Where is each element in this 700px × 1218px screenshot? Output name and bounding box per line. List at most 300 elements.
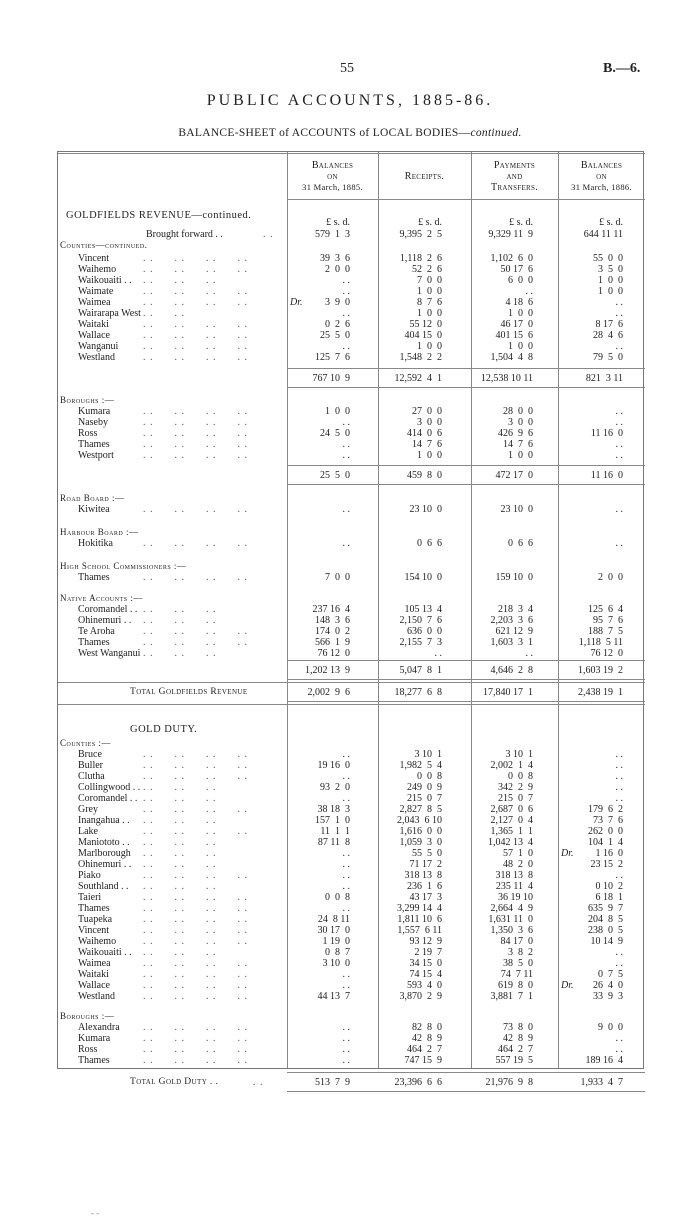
amount-cell: 342 2 9 — [498, 782, 533, 793]
amount-cell: 148 3 6 — [315, 615, 350, 626]
amount-cell: 0 7 5 — [598, 969, 623, 980]
amount-cell: 1 0 0 — [417, 308, 442, 319]
amount-cell: 73 8 0 — [503, 1022, 533, 1033]
table-row — [58, 406, 645, 417]
leader-dots: . . . . . . . . — [143, 297, 248, 308]
amount-cell: 188 7 5 — [588, 626, 623, 637]
amount-cell: 1,616 0 0 — [399, 826, 442, 837]
amount-cell: 8 7 6 — [417, 297, 442, 308]
amount-cell: 0 8 7 — [325, 947, 350, 958]
amount-cell: 23 10 0 — [500, 504, 533, 515]
amount-cell: 464 2 7 — [407, 1044, 442, 1055]
amount-cell: 6 0 0 — [508, 275, 533, 286]
amount-cell: 1,603 19 2 — [578, 665, 623, 676]
amount-cell: 513 7 9 — [315, 1077, 350, 1088]
amount-cell: 1,933 4 7 — [580, 1077, 623, 1088]
amount-cell: . . — [434, 648, 442, 659]
amount-cell: 2,150 7 6 — [399, 615, 442, 626]
row-label: Inangahua . . — [78, 815, 130, 826]
table-row — [58, 275, 645, 286]
row-label: Waimea — [78, 958, 111, 969]
amount-cell: 38 18 3 — [317, 804, 350, 815]
amount-cell: 179 6 2 — [588, 804, 623, 815]
amount-cell: 557 19 5 — [495, 1055, 533, 1066]
total-rule — [287, 465, 645, 466]
amount-cell: 579 1 3 — [315, 229, 350, 240]
table-row — [58, 572, 645, 583]
amount-cell: 1,603 3 1 — [490, 637, 533, 648]
section-heading — [58, 493, 645, 504]
leader-dots: . . . . . . . . — [143, 969, 248, 980]
leader-dots: . . . . . . — [143, 782, 217, 793]
page-title: PUBLIC ACCOUNTS, 1885-86. — [206, 92, 494, 109]
row-label: Vincent — [78, 925, 110, 936]
amount-cell: 2,664 4 9 — [490, 903, 533, 914]
amount-cell: 404 15 0 — [404, 330, 442, 341]
table-row — [58, 980, 645, 991]
row-label: Waitaki — [78, 319, 109, 330]
table-row — [58, 815, 645, 826]
amount-cell: 238 0 5 — [588, 925, 623, 936]
section-heading — [58, 1011, 645, 1022]
amount-cell: 9 0 0 — [598, 1022, 623, 1033]
table-row — [58, 947, 645, 958]
leader-dots: . . . . . . . . — [143, 504, 248, 515]
total-rule — [287, 368, 645, 369]
amount-cell: 11 16 0 — [590, 470, 623, 481]
leader-dots: . . . . . . . . — [143, 626, 248, 637]
row-label: Kumara — [78, 1033, 111, 1044]
amount-cell: 1,202 13 9 — [305, 665, 350, 676]
table-row — [58, 417, 645, 428]
row-label: Ross — [78, 1044, 98, 1055]
table-row — [58, 264, 645, 275]
amount-cell: 1 0 0 — [508, 341, 533, 352]
row-label: Taieri — [78, 892, 102, 903]
amount-cell: 174 0 2 — [315, 626, 350, 637]
row-label: Waimea — [78, 297, 111, 308]
table-row — [58, 648, 645, 659]
leader-dots: . . . . . . . . — [143, 439, 248, 450]
amount-cell: 644 11 11 — [583, 229, 623, 240]
amount-cell: 1 0 0 — [417, 341, 442, 352]
debit-marker: Dr. — [290, 297, 303, 308]
section-heading — [58, 210, 645, 221]
row-label: Coromandel . . — [78, 793, 138, 804]
amount-cell: 24 5 0 — [320, 428, 350, 439]
leader-dots: . . . . . . — [143, 815, 217, 826]
leader-dots: . . . . . . . . — [143, 771, 248, 782]
row-label: GOLD DUTY. — [130, 724, 198, 735]
row-label: Total Goldfields Revenue — [130, 687, 248, 697]
amount-cell: . . — [342, 538, 350, 549]
balance-sheet-table — [57, 151, 644, 1088]
amount-cell: 3,299 14 4 — [397, 903, 442, 914]
amount-cell: 18,277 6 8 — [394, 687, 442, 698]
amount-cell: 7 0 0 — [417, 275, 442, 286]
col-header-balances-1886: Balances on 31 March, 1886. — [571, 160, 632, 192]
row-label: Westland — [78, 991, 115, 1002]
amount-cell: . . — [615, 1044, 623, 1055]
leader-dots: . . . . . . — [143, 947, 217, 958]
amount-cell: 3 10 1 — [414, 749, 442, 760]
amount-cell: 44 13 7 — [317, 991, 350, 1002]
row-label: Tuapeka — [78, 914, 113, 925]
amount-cell: 24 8 11 — [317, 914, 350, 925]
leader-dots: . . . . . . . . — [143, 958, 248, 969]
leader-dots: . . — [263, 229, 274, 240]
page-subtitle — [0, 127, 700, 139]
debit-marker: Dr. — [561, 848, 574, 859]
row-label: Lake — [78, 826, 98, 837]
amount-cell: 79 5 0 — [593, 352, 623, 363]
row-label: Westport — [78, 450, 114, 461]
amount-cell: 23 10 0 — [409, 504, 442, 515]
section-heading — [58, 593, 645, 604]
amount-cell: . . — [342, 969, 350, 980]
row-label: Total Gold Duty . . — [130, 1077, 219, 1087]
amount-cell: 4 18 6 — [505, 297, 533, 308]
amount-cell: 82 8 0 — [412, 1022, 442, 1033]
amount-cell: 236 1 6 — [407, 881, 442, 892]
amount-cell: 1,982 5 4 — [399, 760, 442, 771]
table-row — [58, 925, 645, 936]
row-label: West Wanganui — [78, 648, 141, 659]
amount-cell: 27 0 0 — [412, 406, 442, 417]
row-label: Wallace — [78, 980, 110, 991]
amount-cell: 1 0 0 — [325, 406, 350, 417]
amount-cell: 12,592 4 1 — [394, 373, 442, 384]
amount-cell: . . — [525, 286, 533, 297]
leader-dots: . . . . . . — [143, 848, 217, 859]
amount-cell: . . — [615, 793, 623, 804]
table-row — [58, 450, 645, 461]
amount-cell: 0 0 8 — [325, 892, 350, 903]
amount-cell: 2,827 8 5 — [399, 804, 442, 815]
amount-cell: 71 17 2 — [409, 859, 442, 870]
amount-cell: 23 15 2 — [590, 859, 623, 870]
row-label: Ohinemuri . . — [78, 859, 132, 870]
amount-cell: 235 11 4 — [495, 881, 533, 892]
table-row — [58, 504, 645, 515]
amount-cell: 5,047 8 1 — [399, 665, 442, 676]
row-label: Wallace — [78, 330, 110, 341]
amount-cell: 0 10 2 — [595, 881, 623, 892]
amount-cell: 0 6 6 — [508, 538, 533, 549]
amount-cell: . . — [615, 341, 623, 352]
table-row — [58, 859, 645, 870]
amount-cell: 11 1 1 — [320, 826, 350, 837]
amount-cell: 2 0 0 — [325, 264, 350, 275]
amount-cell: 3 0 0 — [508, 417, 533, 428]
amount-cell: 0 6 6 — [417, 538, 442, 549]
table-row — [58, 804, 645, 815]
leader-dots: . . . . . . . . — [143, 892, 248, 903]
amount-cell: 1,350 3 6 — [490, 925, 533, 936]
leader-dots: . . . . . . . . — [143, 286, 248, 297]
leader-dots: . . . . . . . . — [143, 925, 248, 936]
col-header-payments: Payments and Transfers. — [490, 160, 538, 193]
footer-mark: - - — [91, 1208, 100, 1218]
row-label: Bruce — [78, 749, 102, 760]
amount-cell: 1,102 6 0 — [490, 253, 533, 264]
table-row — [58, 969, 645, 980]
amount-cell: 28 4 6 — [593, 330, 623, 341]
row-label: Thames — [78, 1055, 110, 1066]
amount-cell: 464 2 7 — [498, 1044, 533, 1055]
leader-dots: . . . . — [143, 308, 185, 319]
leader-dots: . . . . . . . . — [143, 352, 248, 363]
page-number: 55 — [340, 61, 354, 76]
amount-cell: 218 3 4 — [498, 604, 533, 615]
total-rule — [287, 484, 645, 485]
amount-cell: 76 12 0 — [590, 648, 623, 659]
section-heading — [58, 527, 645, 538]
amount-cell: . . — [342, 439, 350, 450]
table-row — [58, 870, 645, 881]
amount-cell: 154 10 0 — [404, 572, 442, 583]
amount-cell: . . — [342, 793, 350, 804]
row-label: Te Aroha — [78, 626, 115, 637]
table-row — [58, 991, 645, 1002]
leader-dots: . . . . . . . . — [143, 264, 248, 275]
leader-dots: . . . . . . . . — [143, 341, 248, 352]
amount-cell: 472 17 0 — [495, 470, 533, 481]
leader-dots: . . . . . . . . — [143, 1022, 248, 1033]
subtitle-italic: continued. — [470, 127, 522, 139]
amount-cell: 2,043 6 10 — [397, 815, 442, 826]
amount-cell: 87 11 8 — [317, 837, 350, 848]
row-label: Maniototo . . — [78, 837, 130, 848]
amount-cell: . . — [342, 771, 350, 782]
table-row — [58, 793, 645, 804]
amount-cell: 42 8 9 — [412, 1033, 442, 1044]
amount-cell: 34 15 0 — [409, 958, 442, 969]
table-row — [58, 615, 645, 626]
leader-dots: . . . . . . — [143, 859, 217, 870]
row-label: Waimate — [78, 286, 114, 297]
leader-dots: . . — [253, 1077, 264, 1088]
amount-cell: 52 2 6 — [412, 264, 442, 275]
amount-cell: 2 19 7 — [414, 947, 442, 958]
amount-cell: 459 8 0 — [407, 470, 442, 481]
amount-cell: 2,002 9 6 — [307, 687, 350, 698]
row-label: Waikouaiti . . — [78, 947, 132, 958]
amount-cell: 414 0 6 — [407, 428, 442, 439]
amount-cell: . . — [615, 749, 623, 760]
amount-cell: . . — [342, 881, 350, 892]
amount-cell: 125 7 6 — [315, 352, 350, 363]
subtotal-row — [58, 373, 645, 384]
amount-cell: . . — [342, 749, 350, 760]
amount-cell: 43 17 3 — [409, 892, 442, 903]
amount-cell: 74 15 4 — [409, 969, 442, 980]
amount-cell: 2,155 7 3 — [399, 637, 442, 648]
amount-cell: 2,687 0 6 — [490, 804, 533, 815]
row-label: Boroughs :— — [60, 1011, 115, 1021]
amount-cell: 2,002 1 4 — [490, 760, 533, 771]
row-label: Marlborough — [78, 848, 131, 859]
row-label: Southland . . — [78, 881, 129, 892]
header-rule — [287, 199, 645, 200]
table-row — [58, 253, 645, 264]
amount-cell: . . — [615, 504, 623, 515]
currency-header-row: £ s. d. £ s. d. £ s. d. £ s. d. — [326, 217, 623, 228]
table-row — [58, 626, 645, 637]
amount-cell: . . — [342, 450, 350, 461]
table-row — [58, 1033, 645, 1044]
leader-dots: . . . . . . . . — [143, 1055, 248, 1066]
amount-cell: 318 13 8 — [495, 870, 533, 881]
row-label: Counties—continued. — [60, 240, 148, 250]
amount-cell: 159 10 0 — [495, 572, 533, 583]
leader-dots: . . . . . . . . — [143, 991, 248, 1002]
row-label: Buller — [78, 760, 103, 771]
leader-dots: . . . . . . . . — [143, 826, 248, 837]
amount-cell: 2,438 19 1 — [578, 687, 623, 698]
amount-cell: 25 5 0 — [320, 330, 350, 341]
row-label: Grey — [78, 804, 98, 815]
total-rule — [287, 701, 645, 702]
amount-cell: 1,042 13 4 — [488, 837, 533, 848]
col-header-balances-1885: Balances on 31 March, 1885. — [302, 160, 363, 192]
amount-cell: . . — [615, 771, 623, 782]
leader-dots: . . . . . . . . — [143, 1033, 248, 1044]
total-row — [58, 687, 645, 698]
leader-dots: . . . . . . . . — [143, 330, 248, 341]
leader-dots: . . . . . . . . — [143, 980, 248, 991]
table-row — [58, 297, 645, 308]
amount-cell: 566 1 9 — [315, 637, 350, 648]
amount-cell: 0 2 6 — [325, 319, 350, 330]
amount-cell: 3,870 2 9 — [399, 991, 442, 1002]
amount-cell: 1 0 0 — [598, 286, 623, 297]
section-heading — [58, 738, 645, 749]
amount-cell: 17,840 17 1 — [483, 687, 533, 698]
amount-cell: 28 0 0 — [503, 406, 533, 417]
row-label: Wanganui — [78, 341, 119, 352]
leader-dots: . . . . . . . . — [143, 253, 248, 264]
table-row — [58, 604, 645, 615]
amount-cell: . . — [615, 439, 623, 450]
amount-cell: 125 6 4 — [588, 604, 623, 615]
amount-cell: 157 1 0 — [315, 815, 350, 826]
leader-dots: . . . . . . . . — [143, 914, 248, 925]
amount-cell: 1,059 3 0 — [399, 837, 442, 848]
amount-cell: 74 7 11 — [500, 969, 533, 980]
leader-dots: . . . . . . — [143, 648, 217, 659]
leader-dots: . . . . . . . . — [143, 936, 248, 947]
amount-cell: . . — [342, 504, 350, 515]
amount-cell: 14 7 6 — [412, 439, 442, 450]
amount-cell: 42 8 9 — [503, 1033, 533, 1044]
table-row — [58, 782, 645, 793]
row-label: Brought forward . . — [146, 229, 223, 240]
amount-cell: 821 3 11 — [585, 373, 623, 384]
amount-cell: . . — [615, 958, 623, 969]
table-row — [58, 903, 645, 914]
table-row — [58, 428, 645, 439]
subtotal-row — [58, 470, 645, 481]
row-label: Wairarapa West — [78, 308, 141, 319]
row-label: Collingwood . . — [78, 782, 141, 793]
table-row — [58, 749, 645, 760]
amount-cell: 38 5 0 — [503, 958, 533, 969]
amount-cell: 46 17 0 — [500, 319, 533, 330]
amount-cell: 767 10 9 — [312, 373, 350, 384]
leader-dots: . . . . . . . . — [143, 572, 248, 583]
amount-cell: 1 16 0 — [595, 848, 623, 859]
amount-cell: 25 5 0 — [320, 470, 350, 481]
table-row — [58, 848, 645, 859]
leader-dots: . . . . . . . . — [143, 804, 248, 815]
amount-cell: 1 0 0 — [417, 450, 442, 461]
amount-cell: 2 0 0 — [598, 572, 623, 583]
row-label: Clutha — [78, 771, 105, 782]
table-row — [58, 914, 645, 925]
amount-cell: 215 0 7 — [407, 793, 442, 804]
amount-cell: 104 1 4 — [588, 837, 623, 848]
row-label: Road Board :— — [60, 493, 125, 503]
row-label: Hokitika — [78, 538, 113, 549]
amount-cell: 6 18 1 — [595, 892, 623, 903]
amount-cell: 747 15 9 — [404, 1055, 442, 1066]
leader-dots: . . . . . . — [143, 604, 217, 615]
leader-dots: . . . . . . . . — [143, 450, 248, 461]
leader-dots: . . . . . . . . — [143, 428, 248, 439]
amount-cell: 318 13 8 — [404, 870, 442, 881]
table-row — [58, 308, 645, 319]
table-row — [58, 286, 645, 297]
amount-cell: 50 17 6 — [500, 264, 533, 275]
row-label: Kumara — [78, 406, 111, 417]
amount-cell: 84 17 0 — [500, 936, 533, 947]
amount-cell: 1,811 10 6 — [397, 914, 442, 925]
amount-cell: 36 19 10 — [498, 892, 533, 903]
row-label: Kiwitea — [78, 504, 110, 515]
amount-cell: 636 0 0 — [407, 626, 442, 637]
amount-cell: 14 7 6 — [503, 439, 533, 450]
table-row — [58, 439, 645, 450]
table-row — [58, 319, 645, 330]
table-row — [58, 341, 645, 352]
table-row — [58, 1044, 645, 1055]
amount-cell: . . — [342, 1044, 350, 1055]
amount-cell: 593 4 0 — [407, 980, 442, 991]
amount-cell: . . — [615, 870, 623, 881]
amount-cell: . . — [342, 1055, 350, 1066]
row-label: Ohinemuri . . — [78, 615, 132, 626]
amount-cell: 249 0 9 — [407, 782, 442, 793]
section-heading — [58, 240, 645, 251]
amount-cell: . . — [615, 308, 623, 319]
amount-cell: 48 2 0 — [503, 859, 533, 870]
leader-dots: . . . . . . . . — [143, 406, 248, 417]
amount-cell: 262 0 0 — [588, 826, 623, 837]
row-label: GOLDFIELDS REVENUE—continued. — [66, 210, 252, 221]
table-row — [58, 837, 645, 848]
table-row — [58, 892, 645, 903]
amount-cell: 1,557 6 11 — [397, 925, 442, 936]
amount-cell: 237 16 4 — [312, 604, 350, 615]
col-header-receipts: Receipts. — [404, 171, 445, 182]
leader-dots: . . . . . . . . — [143, 319, 248, 330]
row-label: Native Accounts :— — [60, 593, 143, 603]
leader-dots: . . . . . . . . — [143, 417, 248, 428]
amount-cell: . . — [615, 760, 623, 771]
section-heading — [58, 561, 645, 572]
amount-cell: 1 0 0 — [417, 286, 442, 297]
